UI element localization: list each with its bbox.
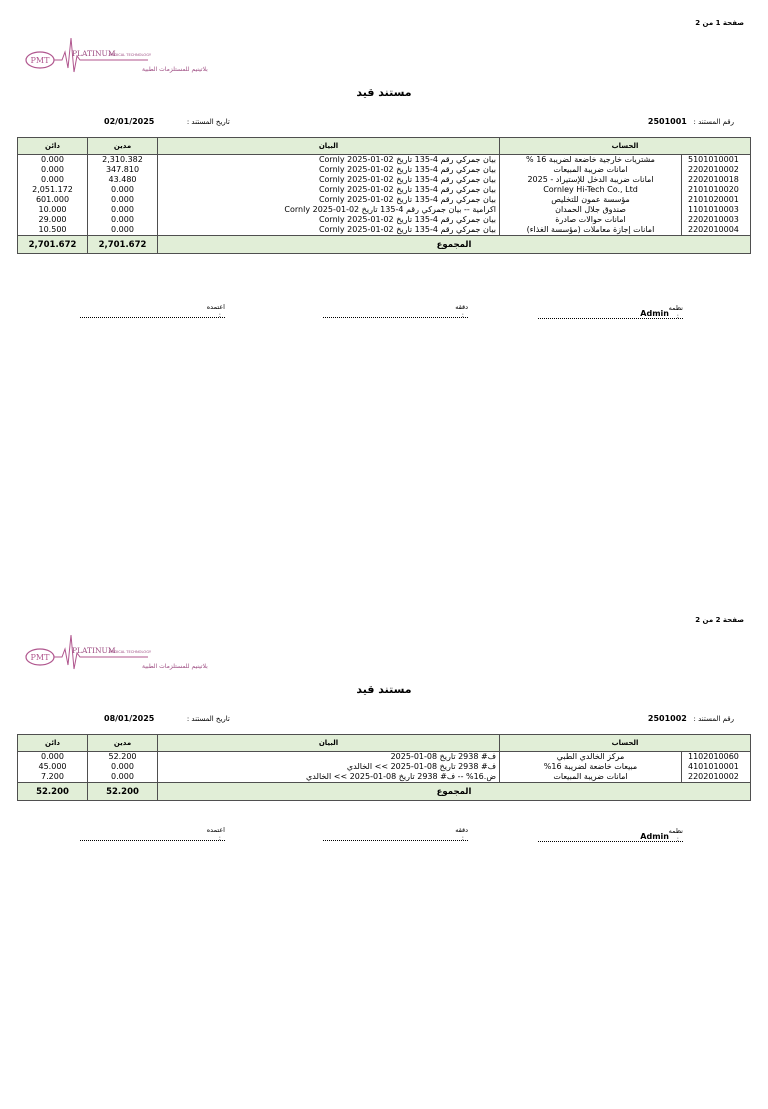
credit-cell: 601.000: [18, 195, 88, 205]
header-account: الحساب: [500, 138, 751, 155]
logo-tagline: MEDICAL TECHNOLOGY: [109, 650, 152, 654]
total-debit: 2,701.672: [88, 236, 158, 254]
description-cell: بيان جمركي رقم 4-135 تاريخ 02-01-2025 Cornly: [158, 155, 500, 166]
journal-table: [17, 734, 751, 801]
table-row: [18, 195, 751, 205]
doc-date-label: تاريخ المستند :: [186, 118, 230, 126]
account-name-cell: امانات ضريبة المبيعات: [500, 165, 682, 175]
description-cell: بيان جمركي رقم 4-135 تاريخ 02-01-2025 Cornly: [158, 215, 500, 225]
company-logo: [24, 34, 208, 78]
credit-cell: 0.000: [18, 155, 88, 166]
sig-entered-value: Admin: [640, 309, 669, 318]
table-row: [18, 225, 751, 236]
account-code-cell: 2202010003: [682, 215, 751, 225]
debit-cell: 0.000: [88, 762, 158, 772]
doc-no-label: رقم المستند :: [693, 118, 734, 126]
account-name-cell: امانات إجازة معاملات (مؤسسة الغذاء): [500, 225, 682, 236]
table-row: [18, 185, 751, 195]
header-description: البيان: [158, 735, 500, 752]
header-credit: دائن: [18, 735, 88, 752]
account-name-cell: مؤسسة عمون للتخليص: [500, 195, 682, 205]
account-code-cell: 2101010020: [682, 185, 751, 195]
debit-cell: 347.810: [88, 165, 158, 175]
doc-date-value: 02/01/2025: [104, 117, 155, 126]
description-cell: بيان جمركي رقم 4-135 تاريخ 02-01-2025 Cornly: [158, 225, 500, 236]
account-code-cell: 1102010060: [682, 752, 751, 763]
account-name-cell: مركز الخالدي الطبي: [500, 752, 682, 763]
header-credit: دائن: [18, 138, 88, 155]
description-cell: اكرامية -- بيان جمركي رقم 4-135 تاريخ 02-01-2025 Cornly: [158, 205, 500, 215]
debit-cell: 43.480: [88, 175, 158, 185]
total-credit: 2,701.672: [18, 236, 88, 254]
total-credit: 52.200: [18, 783, 88, 801]
credit-cell: 0.000: [18, 175, 88, 185]
credit-cell: 7.200: [18, 772, 88, 783]
account-name-cell: امانات حوالات صادرة: [500, 215, 682, 225]
account-code-cell: 2202010018: [682, 175, 751, 185]
doc-no-value: 2501001: [647, 117, 687, 126]
description-cell: ض.16% -- ف# 2938 تاريخ 08-01-2025 >> الخالدي: [158, 772, 500, 783]
debit-cell: 52.200: [88, 752, 158, 763]
account-code-cell: 2202010004: [682, 225, 751, 236]
page-number: صفحة 2 من 2: [695, 616, 744, 624]
credit-cell: 0.000: [18, 165, 88, 175]
table-row: [18, 752, 751, 763]
description-cell: بيان جمركي رقم 4-135 تاريخ 02-01-2025 Cornly: [158, 165, 500, 175]
table-row: [18, 215, 751, 225]
debit-cell: 0.000: [88, 772, 158, 783]
debit-cell: 0.000: [88, 205, 158, 215]
description-cell: ف# 2938 تاريخ 08-01-2025 >> الخالدي: [158, 762, 500, 772]
header-description: البيان: [158, 138, 500, 155]
voucher-page-2: صفحة 2 من 2 PMT PLATINUM MEDICAL TECHNOLOGY بلاتينيم للمستلزمات الطبية مستند قيد رقم المستند : 2501002 08/01/2025 تاريخ المستند : دائن مدين البيان الحساب 0.000 52.200 ف# 2938 تاريخ 08-01-2025 مركز الخالدي الطبي 1102010060 45.000 0.000 ف# 2938 تاريخ 08-01-2025 >> الخالدي مبيعات خاضعة لضريبة 16% 4101010001 7.200 0.000 ض.16% -- ف# 2938 تاريخ 08-01-2025 >> الخالدي امانات ضريبة المبيعات 2202010002 52.200 52.200 المجموع نظمه Admin : دققه : اعتمده :: [0, 597, 768, 1109]
document-number: [648, 714, 734, 723]
account-code-cell: 2202010002: [682, 165, 751, 175]
logo-brand: PLATINUM: [72, 646, 116, 655]
account-name-cell: امانات ضريبة الدخل للإستيراد - 2025: [500, 175, 682, 185]
logo-brand: PLATINUM: [72, 49, 116, 58]
table-row: [18, 762, 751, 772]
journal-table: [17, 137, 751, 254]
credit-cell: 45.000: [18, 762, 88, 772]
logo-arabic: بلاتينيم للمستلزمات الطبية: [142, 663, 208, 670]
description-cell: ف# 2938 تاريخ 08-01-2025: [158, 752, 500, 763]
table-row: [18, 772, 751, 783]
document-number: [648, 117, 734, 126]
account-name-cell: Cornley Hi-Tech Co., Ltd: [500, 185, 682, 195]
account-name-cell: صندوق جلال الحمدان: [500, 205, 682, 215]
description-cell: بيان جمركي رقم 4-135 تاريخ 02-01-2025 Cornly: [158, 195, 500, 205]
logo-mark: PMT: [30, 56, 50, 65]
logo-arabic: بلاتينيم للمستلزمات الطبية: [142, 66, 208, 73]
document-date: [104, 714, 230, 723]
debit-cell: 0.000: [88, 185, 158, 195]
total-debit: 52.200: [88, 783, 158, 801]
credit-cell: 0.000: [18, 752, 88, 763]
sig-entered-label: نظمه: [668, 304, 683, 312]
debit-cell: 0.000: [88, 225, 158, 236]
doc-date-value: 08/01/2025: [104, 714, 155, 723]
credit-cell: 10.000: [18, 205, 88, 215]
header-account: الحساب: [500, 735, 751, 752]
table-row: [18, 155, 751, 166]
sig-checked-label: دققه: [455, 303, 468, 311]
credit-cell: 10.500: [18, 225, 88, 236]
logo-mark: PMT: [30, 653, 50, 662]
debit-cell: 0.000: [88, 215, 158, 225]
sig-approved-label: اعتمده: [206, 303, 225, 311]
table-row: [18, 165, 751, 175]
sig-entered-value: Admin: [640, 832, 669, 841]
company-logo: [24, 631, 208, 675]
doc-no-value: 2501002: [647, 714, 687, 723]
sig-entered-label: نظمه: [668, 827, 683, 835]
account-name-cell: مبيعات خاضعة لضريبة 16%: [500, 762, 682, 772]
description-cell: بيان جمركي رقم 4-135 تاريخ 02-01-2025 Cornly: [158, 185, 500, 195]
total-row: [18, 236, 751, 254]
table-row: [18, 205, 751, 215]
account-code-cell: 2202010002: [682, 772, 751, 783]
doc-no-label: رقم المستند :: [693, 715, 734, 723]
total-row: [18, 783, 751, 801]
account-name-cell: مشتريات خارجية خاضعة لضريبة 16 %: [500, 155, 682, 166]
voucher-page-1: صفحة 1 من 2 PMT PLATINUM MEDICAL TECHNOLOGY بلاتينيم للمستلزمات الطبية مستند قيد رقم المستند : 2501001 02/01/2025 تاريخ المستند : دائن مدين البيان الحساب 0.000 2,310.382 بيان جمركي رقم 4-135 تاريخ 02-01-2025 Cornly مشتريات خارجية خاضعة لضريبة 16 % 5101010001 0.000 347.810 بيان جمركي رقم 4-135 تاريخ 02-01-2025 Cornly امانات ضريبة المبيعات 2202010002 0.000 43.480 بيان جمركي رقم 4-135 تاريخ 02-01-2025 Cornly امانات ضريبة الدخل للإستيراد - 2025 2202010018 2,051.172 0.000 بيان جمركي رقم 4-135 تاريخ 02-01-2025 Cornly Cornley Hi-Tech Co., Ltd 2101010020 601.000 0.000 بيان جمركي رقم 4-135 تاريخ 02-01-2025 Cornly مؤسسة عمون للتخليص 2101020001 10.000 0.000 اكرامية -- بيان جمركي رقم 4-135 تاريخ 02-01-2025 Cornly صندوق جلال الحمدان 1101010003 29.000 0.000 بيان جمركي رقم 4-135 تاريخ 02-01-2025 Cornly امانات حوالات صادرة 2202010003 10.500 0.000 بيان جمركي رقم 4-135 تاريخ 02-01-2025 Cornly امانات إجازة معاملات (مؤسسة الغذاء) 2202010004 2,701.672 2,701.672 المجموع نظمه Admin : دققه : اعتمده :: [0, 0, 768, 512]
table-header: [18, 735, 751, 752]
document-title: مستند قيد: [356, 683, 412, 696]
sig-checked-label: دققه: [455, 826, 468, 834]
doc-date-label: تاريخ المستند :: [186, 715, 230, 723]
credit-cell: 2,051.172: [18, 185, 88, 195]
header-debit: مدين: [88, 138, 158, 155]
document-title: مستند قيد: [356, 86, 412, 99]
sig-approved-label: اعتمده: [206, 826, 225, 834]
document-date: [104, 117, 230, 126]
page-number: صفحة 1 من 2: [695, 19, 744, 27]
credit-cell: 29.000: [18, 215, 88, 225]
total-label: المجموع: [158, 783, 751, 801]
account-code-cell: 1101010003: [682, 205, 751, 215]
debit-cell: 0.000: [88, 195, 158, 205]
logo-tagline: MEDICAL TECHNOLOGY: [109, 53, 152, 57]
account-code-cell: 4101010001: [682, 762, 751, 772]
account-code-cell: 2101020001: [682, 195, 751, 205]
total-label: المجموع: [158, 236, 751, 254]
description-cell: بيان جمركي رقم 4-135 تاريخ 02-01-2025 Cornly: [158, 175, 500, 185]
table-row: [18, 175, 751, 185]
debit-cell: 2,310.382: [88, 155, 158, 166]
account-name-cell: امانات ضريبة المبيعات: [500, 772, 682, 783]
header-debit: مدين: [88, 735, 158, 752]
account-code-cell: 5101010001: [682, 155, 751, 166]
table-header: [18, 138, 751, 155]
